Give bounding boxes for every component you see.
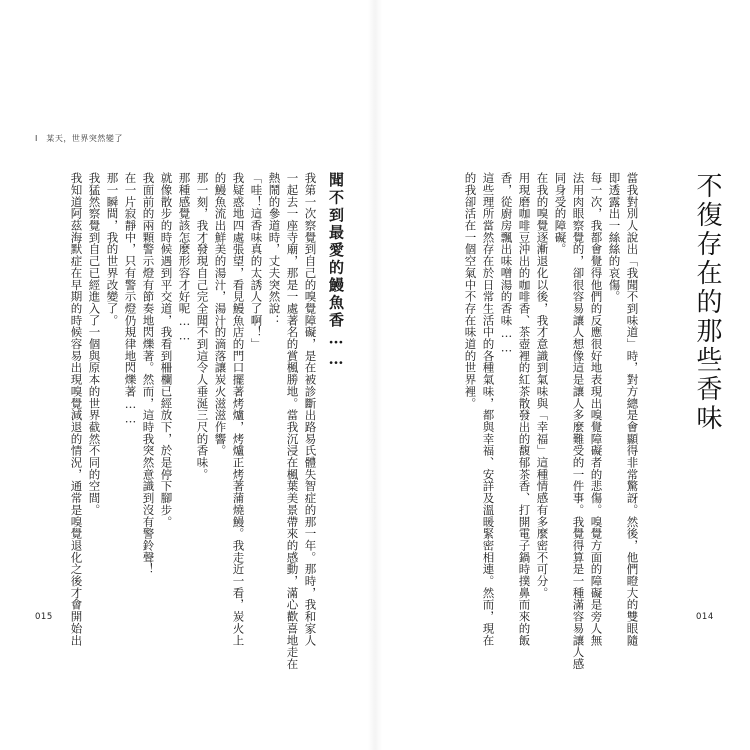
section-subheading: 聞不到最愛的鰻魚香…… <box>327 172 345 371</box>
running-head: I 某天，世界突然變了 <box>35 134 123 143</box>
body-line: 這些理所當然存在於日常生活中的各種氣味，都與幸福、安詳及溫暖緊密相連。然而，現在 <box>481 172 496 646</box>
body-line: 那種感覺該怎麼形容才好呢…… <box>177 172 192 343</box>
body-line: 「哇！這香味真的太誘人了啊！」 <box>249 172 264 350</box>
body-line: 我第一次察覺到自己的嗅覺障礙，是在被診斷出路易氏體失智症的那一年。那時，我和家人 <box>303 172 318 646</box>
body-line: 即透露出一絲絲的哀傷。 <box>607 172 622 303</box>
body-line: 我猛然察覺到自己已經進入了一個與原本的世界截然不同的空間。 <box>87 172 102 516</box>
body-line: 在一片寂靜中，只有警示燈仍規律地閃爍著…… <box>123 172 138 426</box>
body-line: 的我卻活在一個空氣中不存在味道的世界裡。 <box>463 172 478 409</box>
body-line: 就像散步的時候遇到平交道，我看到柵欄已經放下，於是停下腳步。 <box>159 172 174 528</box>
body-line: 當我對別人說出「我聞不到味道」時，對方總是會顯得非常驚訝。然後，他們瞪大的雙眼隨 <box>625 172 640 646</box>
body-line: 那一刻，我才發現自己完全聞不到這令人垂涎三尺的香味。 <box>195 172 210 481</box>
body-line: 的鰻魚流出鮮美的湯汁，湯汁的滴落讓炭火滋滋作響。 <box>213 172 228 457</box>
body-line: 用現磨咖啡豆沖出的咖啡香、茶壺裡的紅茶散發出的馥郁茶香、打開電子鍋時撲鼻而來的飯 <box>517 172 532 646</box>
body-line: 熱鬧的參道時，丈夫突然說： <box>267 172 282 327</box>
body-line: 那一瞬間，我的世界改變了。 <box>105 172 120 327</box>
body-line: 我面前的兩顆警示燈有節奏地閃爍著。然而，這時我突然意識到沒有警鈴聲！ <box>141 172 156 575</box>
body-line: 每一次，我都會覺得他們的反應很好地表現出嗅覺障礙者的悲傷。嗅覺方面的障礙是旁人無 <box>589 172 604 646</box>
body-line: 法用肉眼察覺的，卻很容易讓人想像這是讓人多麼難受的一件事。我覺得算是一種滿容易讓人感 <box>571 172 586 670</box>
page-number-right: 014 <box>696 612 714 622</box>
body-line: 香，從廚房飄出味噌湯的香味…… <box>499 172 514 355</box>
body-line: 一起去一座寺廟，那是一處著名的賞楓勝地。當我沉浸在楓葉美景帶來的感動，滿心歡喜地走在 <box>285 172 300 670</box>
body-line: 在我的嗅覺逐漸退化以後，我才意識到氣味與「幸福」這種情感有多麼密不可分。 <box>535 172 550 599</box>
chapter-title: 不復存在的那些香味 <box>692 172 722 433</box>
body-line: 我知道阿茲海默症在早期的時候容易出現嗅覺減退的情況，通常是嗅覺退化之後才會開始出 <box>69 172 84 646</box>
right-page <box>375 0 750 750</box>
body-line: 同身受的障礙。 <box>553 172 568 255</box>
body-line: 我疑惑地四處張望，看見鰻魚店的門口擺著烤爐，烤爐正烤著蒲燒鰻。我走近一看，炭火上 <box>231 172 246 646</box>
page-number-left: 015 <box>35 612 53 622</box>
